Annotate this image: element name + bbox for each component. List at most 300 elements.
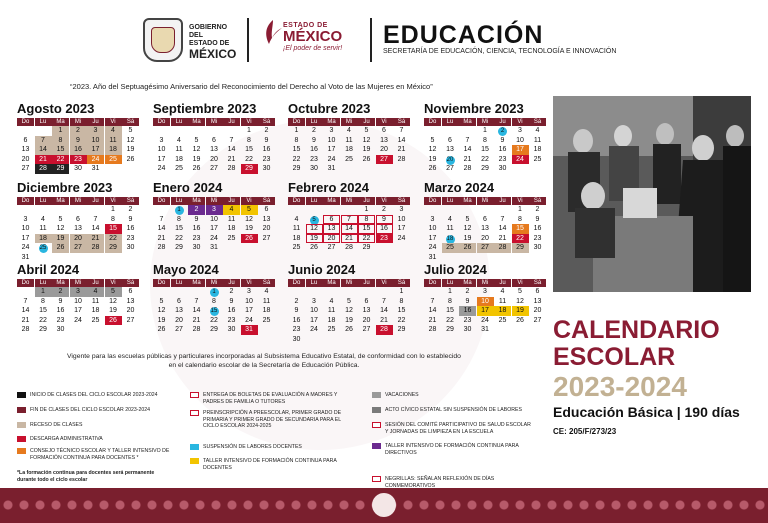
legend-swatch (190, 458, 199, 464)
day-cell: 21 (428, 316, 437, 324)
day-cell: 31 (21, 253, 30, 261)
day-cell: 31 (210, 244, 218, 252)
day-cell: 23 (56, 316, 65, 324)
day-cell: 26 (157, 326, 166, 334)
day-cell: 5 (364, 127, 369, 134)
day-cell: 27 (446, 165, 454, 173)
month-grid (288, 118, 411, 174)
weekday-header: Do (153, 197, 170, 205)
day-cell: 16 (310, 146, 318, 154)
day-cell: 28 (494, 243, 511, 253)
day-cell: 2 (382, 206, 386, 213)
day-cell: 8 (483, 136, 487, 144)
day-cell: 9 (70, 136, 87, 146)
legend-item (190, 444, 350, 451)
day-cell: 11 (105, 136, 122, 146)
empty-cell (341, 287, 358, 297)
day-cell: 16 (227, 307, 236, 315)
day-cell: 6 (177, 297, 181, 305)
day-cell: 26 (105, 316, 122, 326)
day-cell: 10 (397, 215, 406, 223)
day-cell: 31 (327, 165, 336, 173)
weekday-header: Ma (188, 279, 205, 287)
day-cell: 25 (91, 316, 100, 324)
day-cell: 23 (227, 316, 236, 324)
day-cell: 11 (498, 297, 507, 305)
day-cell: 6 (483, 215, 487, 223)
day-cell: 5 (128, 127, 133, 134)
day-cell: 15 (105, 224, 122, 234)
weekday-header: Ma (52, 279, 69, 287)
day-cell: 6 (128, 288, 133, 295)
day-cell: 15 (39, 307, 47, 315)
day-cell: 13 (323, 224, 340, 234)
day-cell: 9 (312, 136, 316, 144)
legend-label: NEGRILLAS: SEÑALAN REFLEXIÓN DE DÍAS CONMEMORATIVOS (385, 476, 495, 489)
day-cell: 18 (175, 155, 183, 163)
day-cell: 14 (192, 307, 201, 315)
day-cell: 4 (41, 215, 45, 223)
day-cell: 6 (212, 136, 216, 144)
empty-cell (306, 287, 323, 297)
weekday-header: Vi (512, 279, 529, 287)
day-cell: 1 (111, 206, 115, 213)
weekday-header: Lu (306, 279, 323, 287)
day-cell: 6 (323, 215, 340, 225)
day-cell: 7 (35, 136, 52, 146)
day-cell: 20 (210, 155, 218, 163)
day-cell: 30 (227, 326, 236, 334)
day-cell: 29 (175, 244, 183, 252)
weekday-header: Ma (323, 197, 340, 205)
empty-cell (153, 287, 170, 297)
day-cell: 1 (206, 287, 223, 297)
day-cell: 16 (262, 146, 271, 154)
day-cell: 28 (227, 165, 236, 173)
day-cell: 25 (442, 243, 459, 253)
legend-swatch (190, 410, 199, 416)
empty-cell (376, 287, 393, 297)
weekday-header: Do (424, 118, 441, 126)
month-title: Abril 2024 (17, 262, 80, 277)
day-cell: 12 (362, 136, 371, 144)
month-grid (17, 197, 140, 263)
day-cell: 18 (494, 306, 511, 316)
month-calendar (424, 180, 547, 263)
day-cell: 13 (362, 307, 371, 315)
day-cell: 23 (498, 155, 507, 163)
legend-label: VACACIONES (385, 392, 419, 398)
legend-item (372, 392, 532, 399)
day-cell: 20 (21, 155, 30, 163)
weekday-header: Do (288, 279, 305, 287)
day-cell: 27 (262, 234, 271, 242)
day-cell: 1 (483, 127, 487, 134)
day-cell: 27 (126, 316, 135, 324)
legend-item (17, 422, 177, 429)
day-cell: 9 (264, 136, 269, 144)
day-cell: 29 (292, 165, 301, 173)
day-cell: 21 (341, 234, 358, 244)
day-cell: 7 (430, 297, 435, 305)
day-cell: 14 (463, 146, 472, 154)
day-cell: 19 (512, 306, 529, 316)
header (0, 0, 768, 78)
weekday-header: Mi (477, 197, 494, 205)
day-cell: 12 (157, 307, 166, 315)
day-cell: 21 (87, 234, 104, 244)
day-cell: 1 (35, 287, 52, 297)
day-cell: 16 (126, 225, 135, 233)
day-cell: 10 (74, 297, 82, 305)
day-cell: 17 (428, 234, 437, 242)
legend-item (17, 392, 177, 399)
day-cell: 13 (210, 146, 218, 154)
month-grid (153, 279, 276, 335)
day-cell: 20 (380, 146, 388, 154)
validity-note: Vigente para las escuelas públicas y particulares incorporadas al Subsistema Educativo Estatal, de conformidad con lo establecido en el calendario escolar de la Secretaría de Educación Pública. (67, 353, 461, 369)
day-cell: 9 (229, 297, 234, 305)
day-cell: 17 (87, 145, 104, 155)
day-cell: 21 (397, 146, 406, 154)
weekday-header: Ju (358, 197, 375, 205)
day-cell: 28 (397, 155, 406, 163)
weekday-header: Ma (323, 118, 340, 126)
day-cell: 25 (533, 155, 542, 163)
weekday-header: Lu (35, 118, 52, 126)
day-cell: 5 (306, 215, 323, 225)
day-cell: 14 (35, 145, 52, 155)
empty-cell (70, 205, 87, 215)
day-cell: 30 (56, 326, 65, 334)
day-cell: 6 (23, 136, 28, 144)
day-cell: 13 (533, 297, 542, 305)
day-cell: 31 (428, 253, 437, 261)
day-cell: 15 (245, 146, 253, 154)
day-cell: 20 (481, 234, 489, 242)
day-cell: 24 (245, 316, 253, 324)
day-cell: 4 (500, 288, 505, 295)
day-cell: 7 (341, 215, 358, 225)
title-block: CALENDARIO ESCOLAR 2023-2024 Educación Básica | 190 días CE: 205/F/273/23 (553, 316, 740, 436)
day-cell: 10 (245, 297, 253, 305)
day-cell: 15 (446, 307, 454, 315)
day-cell: 30 (192, 244, 201, 252)
day-cell: 19 (362, 146, 371, 154)
empty-cell (459, 126, 476, 136)
day-cell: 19 (192, 155, 201, 163)
day-cell: 21 (35, 155, 52, 165)
empty-cell (188, 287, 205, 297)
month-grid (153, 118, 276, 174)
day-cell: 25 (227, 234, 236, 242)
day-cell: 19 (109, 307, 117, 315)
empty-cell (188, 126, 205, 136)
day-cell: 27 (210, 165, 218, 173)
day-cell: 5 (347, 297, 351, 305)
day-cell: 27 (327, 244, 336, 252)
legend-swatch (190, 392, 199, 398)
empty-cell (35, 205, 52, 215)
empty-cell (341, 205, 358, 215)
day-cell: 1 (171, 205, 188, 215)
weekday-header: Sá (529, 197, 546, 205)
day-cell: 14 (227, 146, 236, 154)
day-cell: 2 (294, 297, 299, 305)
day-cell: 14 (21, 307, 30, 315)
day-cell: 26 (362, 155, 371, 163)
day-cell: 5 (241, 205, 258, 215)
day-cell: 21 (380, 316, 388, 324)
day-cell: 10 (428, 225, 437, 233)
day-cell: 12 (126, 136, 135, 144)
day-cell: 12 (192, 146, 201, 154)
day-cell: 24 (397, 234, 406, 242)
day-cell: 4 (223, 205, 240, 215)
day-cell: 7 (399, 127, 404, 134)
day-cell: 19 (126, 146, 135, 154)
day-cell: 2 (535, 206, 540, 213)
weekday-header: Sá (529, 118, 546, 126)
day-cell: 22 (512, 234, 529, 244)
center-emblem-icon (372, 493, 396, 517)
day-cell: 25 (175, 165, 183, 173)
day-cell: 16 (56, 307, 65, 315)
empty-cell (323, 205, 340, 215)
weekday-header: Ju (358, 118, 375, 126)
day-cell: 13 (380, 136, 388, 144)
day-cell: 27 (376, 155, 393, 165)
day-cell: 8 (212, 297, 216, 305)
day-cell: 3 (70, 287, 87, 297)
day-cell: 27 (477, 243, 494, 253)
day-cell: 3 (247, 288, 251, 295)
day-cell: 22 (397, 316, 406, 324)
day-cell: 17 (74, 307, 82, 315)
day-cell: 16 (192, 225, 201, 233)
weekday-header: Ju (87, 118, 104, 126)
day-cell: 23 (192, 234, 201, 242)
day-cell: 29 (105, 243, 122, 253)
day-cell: 5 (518, 288, 522, 295)
day-cell: 22 (481, 155, 489, 163)
weekday-header: Ma (52, 197, 69, 205)
weekday-header: Mi (206, 279, 223, 287)
day-cell: 26 (516, 316, 524, 324)
weekday-header: Sá (393, 118, 410, 126)
day-cell: 3 (23, 215, 28, 223)
day-cell: 14 (91, 225, 100, 233)
day-cell: 24 (428, 244, 437, 252)
day-cell: 10 (477, 297, 494, 307)
day-cell: 20 (533, 307, 542, 315)
day-cell: 26 (192, 165, 201, 173)
day-cell: 30 (126, 244, 135, 252)
legend-label: ACTO CÍVICO ESTATAL SIN SUSPENSIÓN DE LABORES (385, 407, 522, 413)
day-cell: 22 (446, 316, 454, 324)
empty-cell (424, 287, 441, 297)
day-cell: 29 (210, 326, 218, 334)
weekday-header: Do (153, 279, 170, 287)
day-cell: 2 (52, 287, 69, 297)
legend-item (190, 392, 350, 405)
day-cell: 12 (516, 297, 524, 305)
legend-swatch (17, 407, 26, 413)
weekday-header: Vi (376, 197, 393, 205)
weekday-header: Ju (223, 118, 240, 126)
weekday-header: Do (424, 197, 441, 205)
day-cell: 18 (345, 146, 353, 154)
month-title: Septiembre 2023 (153, 101, 257, 116)
day-cell: 10 (21, 225, 30, 233)
day-cell: 29 (39, 326, 47, 334)
day-cell: 14 (498, 225, 507, 233)
day-cell: 23 (126, 234, 135, 242)
weekday-header: Vi (105, 197, 122, 205)
day-cell: 8 (41, 297, 45, 305)
weekday-header: Ju (223, 197, 240, 205)
empty-cell (35, 126, 52, 136)
day-cell: 28 (192, 326, 201, 334)
day-cell: 28 (157, 244, 166, 252)
day-cell: 13 (74, 225, 82, 233)
legend-item (190, 410, 350, 430)
day-cell: 7 (159, 215, 164, 223)
day-cell: 11 (533, 136, 542, 144)
day-cell: 8 (294, 136, 299, 144)
weekday-header: Vi (512, 197, 529, 205)
day-cell: 23 (262, 155, 271, 163)
weekday-header: Ma (459, 197, 476, 205)
day-cell: 23 (533, 234, 542, 242)
legend-swatch (372, 407, 381, 413)
legend-swatch (17, 436, 26, 442)
weekday-header: Lu (171, 197, 188, 205)
day-cell: 14 (341, 224, 358, 234)
weekday-header: Mi (206, 197, 223, 205)
day-cell: 11 (345, 136, 353, 144)
day-cell: 10 (327, 136, 336, 144)
day-cell: 13 (21, 146, 30, 154)
weekday-header: Ju (223, 279, 240, 287)
day-cell: 2 (264, 127, 269, 134)
day-cell: 4 (294, 215, 299, 223)
day-cell: 29 (241, 164, 258, 174)
empty-cell (288, 205, 305, 215)
day-cell: 12 (56, 225, 65, 233)
empty-cell (153, 126, 170, 136)
day-cell: 17 (157, 155, 166, 163)
day-cell: 3 (159, 136, 164, 144)
weekday-header: Sá (258, 197, 275, 205)
weekday-header: Lu (306, 118, 323, 126)
weekday-header: Ma (323, 279, 340, 287)
empty-cell (358, 287, 375, 297)
day-cell: 16 (459, 306, 476, 316)
day-cell: 7 (194, 297, 199, 305)
weekday-header: Mi (70, 118, 87, 126)
day-cell: 30 (498, 165, 507, 173)
day-cell: 21 (227, 155, 236, 163)
empty-cell (171, 126, 188, 136)
day-cell: 20 (175, 316, 183, 324)
day-cell: 26 (126, 155, 135, 163)
state-seal-icon (143, 18, 183, 62)
day-cell: 26 (52, 243, 69, 253)
day-cell: 13 (481, 225, 489, 233)
day-cell: 13 (175, 307, 183, 315)
legend-label: SESIÓN DEL COMITÉ PARTICIPATIVO DE SALUD ESCOLAR Y JORNADAS DE LIMPIEZA EN LA ESCUELA (385, 422, 531, 435)
day-cell: 6 (535, 288, 540, 295)
day-cell: 24 (512, 155, 529, 165)
legend-item (190, 458, 350, 471)
weekday-header: Mi (206, 118, 223, 126)
day-cell: 30 (74, 165, 82, 173)
day-cell: 29 (512, 243, 529, 253)
day-cell: 27 (533, 316, 542, 324)
day-cell: 27 (362, 326, 371, 334)
weekday-header: Sá (122, 197, 139, 205)
month-title: Mayo 2024 (153, 262, 219, 277)
day-cell: 9 (376, 215, 393, 225)
empty-cell (17, 126, 34, 136)
day-cell: 25 (345, 155, 353, 163)
day-cell: 16 (498, 146, 507, 154)
weekday-header: Mi (70, 197, 87, 205)
day-cell: 17 (245, 307, 253, 315)
day-cell: 9 (500, 136, 505, 144)
day-cell: 6 (364, 297, 369, 305)
day-cell: 7 (465, 136, 470, 144)
day-cell: 17 (477, 306, 494, 316)
weekday-header: Mi (477, 279, 494, 287)
month-title: Enero 2024 (153, 180, 223, 195)
day-cell: 12 (245, 215, 253, 223)
weekday-header: Vi (241, 279, 258, 287)
day-cell: 15 (175, 225, 183, 233)
day-cell: 27 (21, 165, 30, 173)
day-cell: 18 (227, 225, 236, 233)
day-cell: 24 (310, 326, 318, 334)
weekday-header: Mi (70, 279, 87, 287)
day-cell: 1 (294, 127, 299, 134)
month-calendar (153, 180, 276, 253)
legend-label: INICIO DE CLASES DEL CICLO ESCOLAR 2023-2024 (30, 392, 158, 398)
legend-label: TALLER INTENSIVO DE FORMACIÓN CONTINUA PARA DIRECTIVOS (385, 443, 519, 456)
day-cell: 9 (194, 215, 199, 223)
day-cell: 16 (292, 316, 301, 324)
day-cell: 26 (428, 165, 437, 173)
day-cell: 23 (292, 326, 301, 334)
day-cell: 1 (518, 206, 522, 213)
legend-swatch (17, 448, 26, 454)
day-cell: 28 (428, 326, 437, 334)
day-cell: 20 (323, 234, 340, 244)
month-grid (424, 197, 547, 263)
month-calendar (424, 262, 547, 335)
weekday-header: Sá (393, 279, 410, 287)
day-cell: 24 (21, 244, 30, 252)
divider (247, 18, 249, 62)
legend-swatch (17, 392, 26, 398)
day-cell: 16 (533, 225, 542, 233)
day-cell: 24 (74, 316, 82, 324)
day-cell: 25 (262, 316, 271, 324)
day-cell: 19 (306, 234, 323, 244)
day-cell: 4 (87, 287, 104, 297)
legend-label: PREINSCRIPCIÓN A PREESCOLAR, PRIMER GRADO DE PRIMARIA Y PRIMER GRADO DE SECUNDARIA PARA EL CICLO ESCOLAR 2024-2025 (203, 410, 342, 429)
day-cell: 24 (481, 316, 489, 324)
